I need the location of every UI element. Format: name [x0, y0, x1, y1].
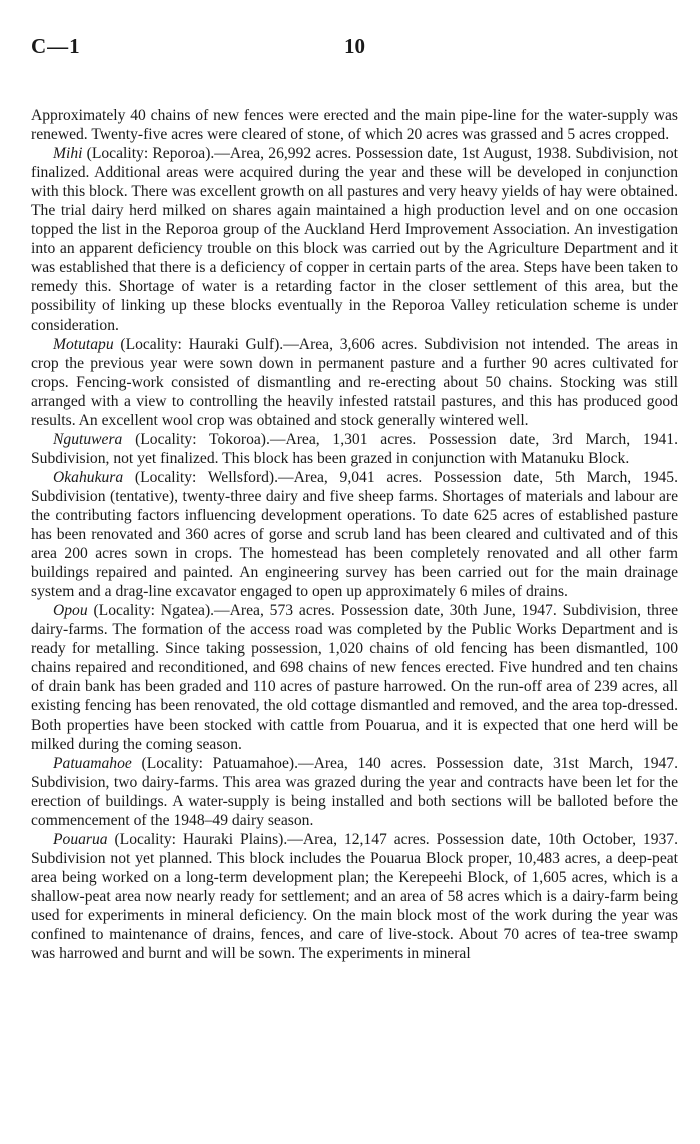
paragraph-text: (Locality: Reporoa).—Area, 26,992 acres. Possession date, 1st August, 1938. Subdivision, not finalized. Additional areas were acquired during the year and these will be developed in conjunction with this block. There was excellent growth on all pastures and very heavy yields of hay were obtained. The trial dairy herd milked on shares again maintained a high production level and on one occasion topped the list in the Reporoa group of the Auckland Herd Improvement Association. An investigation into an apparent deficiency trouble on this block was carried out by the Agriculture Department and it was established that there is a deficiency of copper in certain parts of the area. Steps have been taken to remedy this. Shortage of water is a retarding factor in the closer settlement of this area, but the possibility of linking up these blocks eventually in the Reporoa Valley reticulation scheme is under consideration. [31, 145, 678, 334]
paragraph-text: (Locality: Patuamahoe).—Area, 140 acres. Possession date, 31st March, 1947. Subdivision, two dairy-farms. This area was grazed during the year and contracts have been let for the erection of buildings. A water-supply is being installed and both sections will be balloted before the commencement of the 1948–49 dairy season. [31, 754, 678, 829]
block-name: Okahukura [53, 468, 124, 486]
paragraph-motutapu [31, 335, 678, 430]
paragraph-text: (Locality: Hauraki Gulf).—Area, 3,606 acres. Subdivision not intended. The areas in crop the previous year were sown down in permanent pasture and a further 90 acres cultivated for crops. Fencing-work consisted of dismantling and re-erecting about 50 chains. Stocking was still arranged with a view to controlling the heavily infested ratstail pastures, and this has produced good results. An excellent wool crop was obtained and stock generally wintered well. [31, 335, 678, 429]
block-name: Mihi [53, 145, 83, 163]
paragraph-text: (Locality: Hauraki Plains).—Area, 12,147 acres. Possession date, 10th October, 1937. Subdivision not yet planned. This block includes the Pouarua Block proper, 10,483 acres, a deep-peat area being worked on a long-term development plan; the Kerepeehi Block, of 1,605 acres, which is a shallow-peat area now nearly ready for settlement; and an area of 58 acres which is a dairy-farm being used for experiments in mineral deficiency. On the main block most of the work during the year was confined to maintenance of drains, fences, and care of live-stock. About 70 acres of tea-tree swamp was harrowed and burnt and will be sown. The experiments in mineral [31, 830, 678, 963]
block-name: Opou [53, 602, 88, 620]
body-text [31, 106, 678, 963]
parliamentary-paper-reference: C—1 [31, 34, 81, 58]
paragraph-text: (Locality: Wellsford).—Area, 9,041 acres. Possession date, 5th March, 1945. Subdivision (tentative), twenty-three dairy and five sheep farms. Shortages of materials and labour are the contributing factors influencing development operations. To date 625 acres of established pasture has been renovated and 360 acres of gorse and scrub land has been cleared and cultivated and of this area 200 acres sown in crops. The homestead has been completely renovated and all other farm buildings repaired and painted. An engineering survey has been carried out for the main drainage system and a drag-line excavator engaged to open up approximately 6 miles of drains. [31, 468, 678, 601]
block-name: Motutapu [53, 335, 114, 353]
paragraph-opou [31, 601, 678, 753]
paragraph-text: Approximately 40 chains of new fences were erected and the main pipe-line for the water-supply was renewed. Twenty-five acres were cleared of stone, of which 20 acres was grassed and 5 acres cropped. [31, 107, 678, 144]
paragraph-pouarua [31, 830, 678, 963]
paragraph-okahukura [31, 468, 678, 601]
page-number: 10 [344, 34, 365, 58]
paragraph-mihi [31, 144, 678, 334]
paragraph-patuamahoe [31, 754, 678, 830]
block-name: Ngutuwera [53, 430, 123, 448]
paragraph-ngutuwera [31, 430, 678, 468]
paragraph-intro [31, 106, 678, 144]
block-name: Patuamahoe [53, 754, 132, 772]
page-header [31, 30, 678, 64]
paragraph-text: (Locality: Ngatea).—Area, 573 acres. Possession date, 30th June, 1947. Subdivision, three dairy-farms. The formation of the access road was completed by the Public Works Department and is ready for metalling. Since taking possession, 1,020 chains of old fencing has been dismantled, 100 chains repaired and reconditioned, and 698 chains of new fences erected. Five hundred and ten chains of drain bank has been graded and 110 acres of pasture harrowed. On the run-off area of 239 acres, all existing fencing has been renovated, the old cottage dismantled and removed, and the area top-dressed. Both properties have been stocked with cattle from Pouarua, and it is expected that one herd will be milked during the coming season. [31, 602, 678, 753]
document-page [31, 30, 678, 963]
block-name: Pouarua [53, 830, 108, 848]
paragraph-text: (Locality: Tokoroa).—Area, 1,301 acres. Possession date, 3rd March, 1941. Subdivision, not yet finalized. This block has been grazed in conjunction with Matanuku Block. [31, 430, 678, 467]
